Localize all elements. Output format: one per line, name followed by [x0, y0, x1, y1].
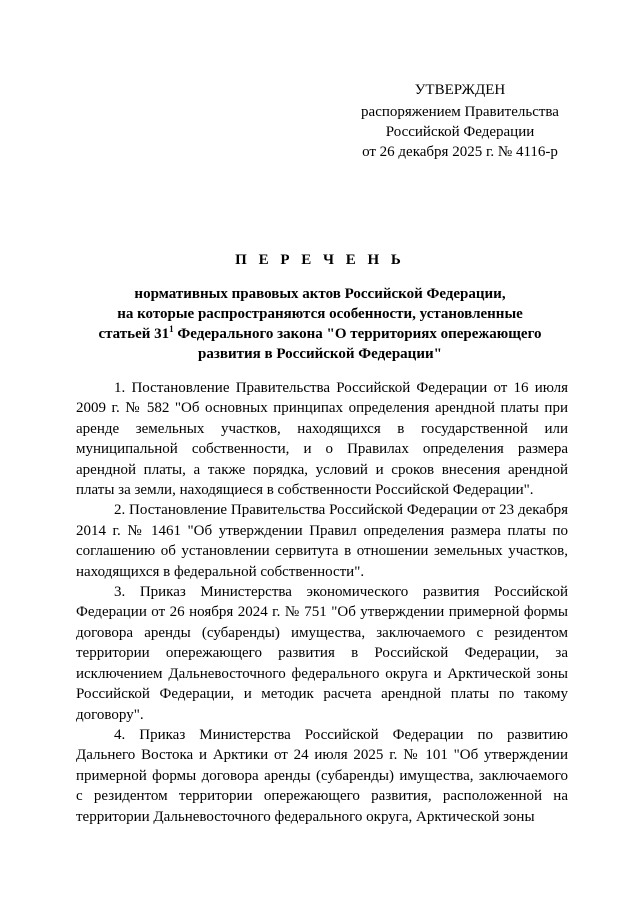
title-line-2: на которые распространяются особенности, установленные	[117, 306, 523, 322]
title-line-3-pre: статьей 31	[98, 326, 170, 342]
title-line-4: развития в Российской Федерации"	[198, 346, 442, 362]
list-item-2: 2. Постановление Правительства Российской Федерации от 23 декабря 2014 г. № 1461 "Об утверждении Правил определения размера платы по соглашению об установлении сервитута в отношении земельных участков, находящихся в федеральной собственности".	[76, 502, 568, 580]
list-item-1: 1. Постановление Правительства Российской Федерации от 16 июля 2009 г. № 582 "Об основных принципах определения арендной платы при аренде земельных участков, находящихся в государственной или муниципальной собственности, и о Правилах определения размера арендной платы, а также порядка, условий и сроков внесения арендной платы за земли, находящиеся в собственности Российской Федерации".	[76, 380, 568, 499]
title-superscript: 1	[169, 324, 174, 334]
title-line-3-post: Федерального закона "О территориях опережающего	[173, 326, 542, 342]
approval-line-1: распоряжением Правительства	[361, 104, 559, 120]
list-item-4: 4. Приказ Министерства Российской Федерации по развитию Дальнего Востока и Арктики от 24 июля 2025 г. № 101 "Об утверждении примерной формы договора аренды (субаренды) имущества, заключаемого с резидентом территории опережающего развития, расположенной на территории Дальневосточного федерального округа, Арктической зоны	[76, 726, 568, 825]
approval-line-3: от 26 декабря 2025 г. № 4116-р	[362, 144, 558, 160]
document-title	[60, 250, 580, 364]
document-body	[76, 378, 568, 827]
title-line-1: нормативных правовых актов Российской Федерации,	[134, 286, 506, 302]
approval-line-2: Российской Федерации	[385, 124, 535, 140]
approval-heading: УТВЕРЖДЕН	[414, 82, 506, 98]
title-heading: П Е Р Е Ч Е Н Ь	[235, 252, 405, 268]
approval-stamp	[340, 80, 580, 162]
list-item-3: 3. Приказ Министерства экономического развития Российской Федерации от 26 ноября 2024 г. № 751 "Об утверждении примерной формы договора аренды (субаренды) имущества, заключаемого с резидентом территории опережающего развития в Российской Федерации, за исключением Дальневосточного федерального округа и Арктической зоны Российской Федерации, и методик расчета арендной платы по такому договору".	[76, 584, 568, 723]
title-line-3	[60, 324, 580, 344]
